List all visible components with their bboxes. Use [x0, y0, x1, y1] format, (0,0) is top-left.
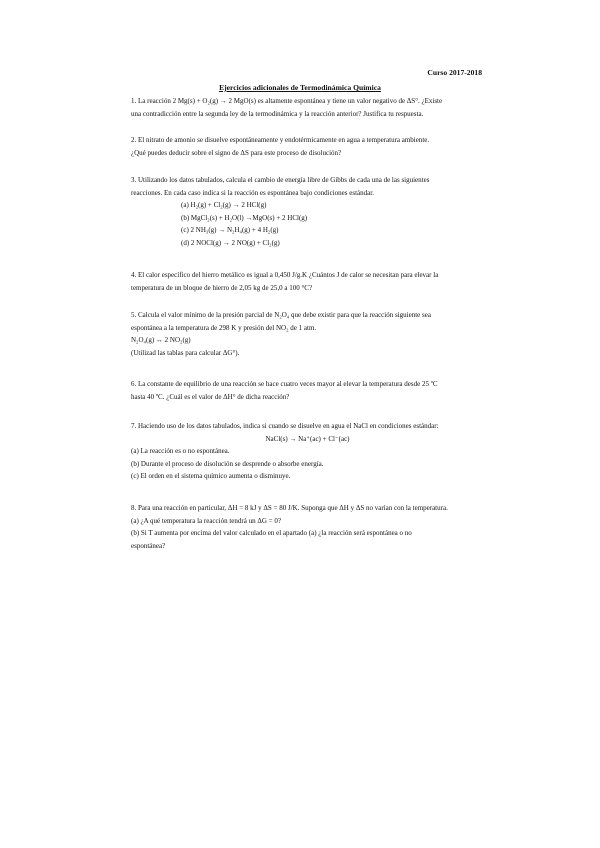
exercise-3-item-b: (b) MgCl₂(s) + H₂O(l) →MgO(s) + 2 HCl(g)	[181, 213, 308, 222]
exercise-7	[131, 420, 484, 483]
exercise-6	[131, 378, 484, 403]
exercise-8-line-1: 8. Para una reacción en particular, ΔH = 8 kJ y ΔS = 80 J/K. Suponga que ΔH y ΔS no varían con la temperatura.	[131, 504, 448, 512]
exercise-5-line-2: espontánea a la temperatura de 298 K y presión del NO₂ de 1 atm.	[131, 323, 317, 332]
exercise-8-item-b-line-1: (b) Si T aumenta por encima del valor calculado en el apartado (a) ¿la reacción será espontánea o no	[131, 529, 412, 537]
exercise-8	[131, 502, 484, 552]
exercise-7-item-c: (c) El orden en el sistema químico aumenta o disminuye.	[131, 472, 291, 480]
exercise-5	[131, 309, 484, 359]
exercise-3-line-1: 3. Utilizando los datos tabulados, calcula el cambio de energía libre de Gibbs de cada una de las siguientes	[131, 176, 430, 184]
course-year: Curso 2017-2018	[427, 68, 482, 77]
exercise-5-line-3: N₂O₄(g) ↔ 2 NO₂(g)	[131, 336, 191, 344]
exercise-4-line-1: 4. El calor específico del hierro metálico es igual a 0,450 J/g.K ¿Cuántos J de calor se necesitan para elevar la	[131, 271, 439, 279]
exercise-8-item-a: (a) ¿A qué temperatura la reacción tendrá un ΔG = 0?	[131, 516, 281, 525]
exercise-5-line-4: (Utilizad las tablas para calcular ΔG°).	[131, 348, 240, 357]
exercise-1-line-2: una contradicción entre la segunda ley de la termodinámica y la reacción anterior? Justifica tu respuesta.	[131, 109, 424, 118]
exercise-3-item-c: (c) 2 NH₃(g) → N₂H₄(g) + 4 H₂(g)	[181, 226, 279, 234]
exercise-6-line-1: 6. La constante de equilibrio de una reacción se hace cuatro veces mayor al elevar la temperatura desde 25 ºC	[131, 380, 438, 388]
exercise-4-line-2: temperatura de un bloque de hierro de 2,05 kg de 25,0 a 100 °C?	[131, 283, 313, 292]
exercise-3-item-a: (a) H₂(g) + Cl₂(g) → 2 HCl(g)	[181, 201, 267, 209]
exercise-1	[131, 95, 484, 120]
document-title: Ejercicios adicionales de Termodinámica Química	[219, 83, 381, 92]
exercise-7-equation: NaCl(s) → Na⁺(ac) + Cl⁻(ac)	[265, 434, 350, 443]
exercise-8-item-b-line-2: espontánea?	[131, 541, 166, 550]
exercise-5-line-1: 5. Calcula el valor mínimo de la presión parcial de N₂O₄ que debe existir para que la reacción siguiente sea	[131, 311, 431, 319]
exercise-1-line-1: 1. La reacción 2 Mg(s) + O₂(g) → 2 MgO(s) es altamente espontánea y tiene un valor negativo de ΔS°. ¿Existe	[131, 97, 443, 105]
exercise-3-item-d: (d) 2 NOCl(g) → 2 NO(g) + Cl₂(g)	[181, 238, 280, 247]
exercise-2	[131, 134, 484, 159]
exercise-2-line-2: ¿Qué puedes deducir sobre el signo de ΔS para este proceso de disolución?	[131, 148, 342, 157]
exercise-4	[131, 269, 484, 294]
exercise-7-line-1: 7. Haciendo uso de los datos tabulados, indica si cuando se disuelve en agua el NaCl en condiciones estándar:	[131, 422, 439, 430]
exercise-3	[131, 174, 484, 249]
exercise-7-item-a: (a) La reacción es o no espontánea.	[131, 447, 230, 455]
exercise-3-line-2: reacciones. En cada caso indica si la reacción es espontánea bajo condiciones estándar.	[131, 188, 374, 197]
exercise-2-line-1: 2. El nitrato de amonio se disuelve espontáneamente y endotérmicamente en agua a temperatura ambiente.	[131, 136, 430, 144]
exercise-7-item-b: (b) Durante el proceso de disolución se desprende o absorbe energía.	[131, 459, 324, 468]
exercise-6-line-2: hasta 40 ºC. ¿Cuál es el valor de ΔH° de dicha reacción?	[131, 392, 290, 401]
